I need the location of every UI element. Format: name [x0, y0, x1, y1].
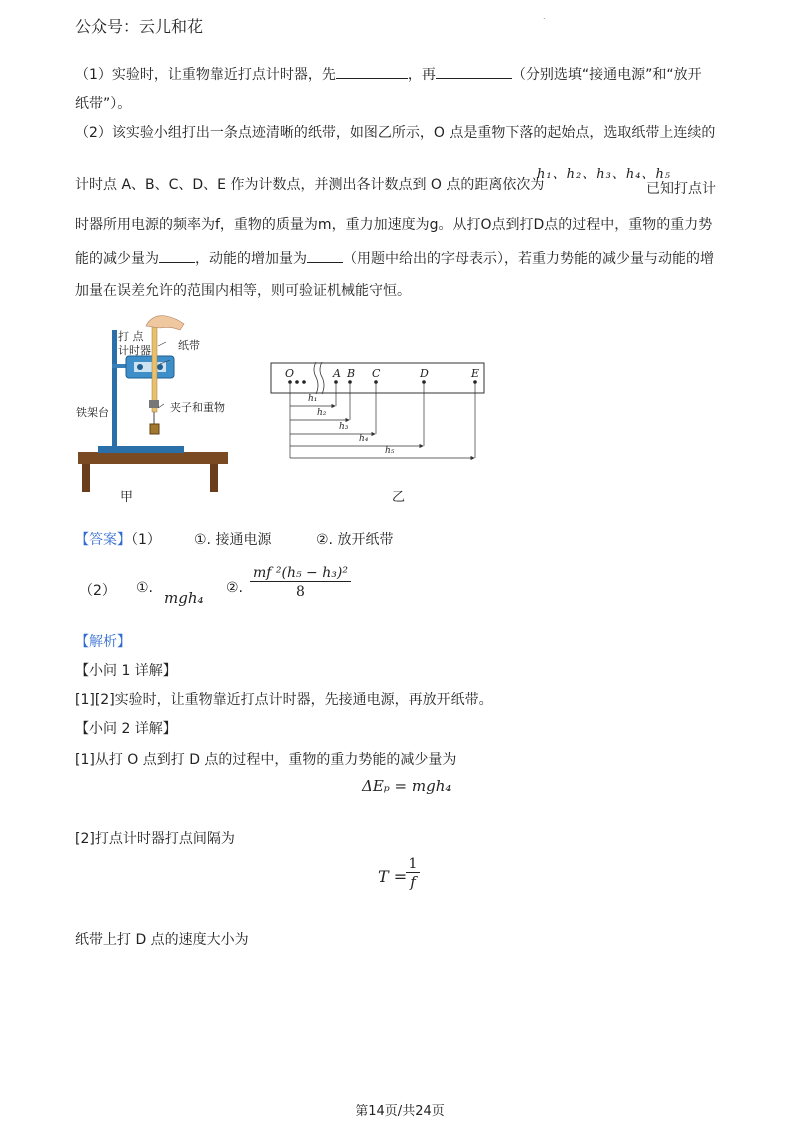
- table-top: [78, 452, 228, 464]
- h1-label: h₁: [537, 167, 553, 182]
- answer-b2-fraction: [250, 565, 351, 600]
- answer-b1-expr: mgh₄: [164, 589, 204, 607]
- header-dot: .: [543, 12, 546, 21]
- equation-T-fraction: [406, 856, 420, 891]
- q2-blank-1[interactable]: [159, 248, 195, 263]
- label-dadian: 打 点: [118, 330, 144, 343]
- q1-mid: ，再: [407, 67, 436, 83]
- q2-line2-suffix: 已知打点计: [646, 181, 716, 197]
- hand: [146, 316, 184, 330]
- clip: [149, 400, 159, 408]
- q2-line5: 加量在误差允许的范围内相等，则可验证机械能守恒。: [75, 283, 411, 299]
- stand-base: [98, 446, 184, 453]
- pt-O: O: [285, 367, 295, 380]
- caption-jia: 甲: [120, 490, 134, 505]
- analysis-s1-title: 【小问 1 详解】: [75, 663, 177, 679]
- label-zhidai: 纸带: [178, 339, 200, 352]
- table-leg-left: [82, 464, 90, 492]
- label-jiazi: 夹子和重物: [170, 401, 225, 414]
- stand-rod: [112, 330, 117, 448]
- analysis-s2-text1: [1]从打 O 点到打 D 点的过程中，重物的重力势能的减少量为: [75, 752, 457, 768]
- q1-line2: 纸带”）。: [75, 96, 132, 112]
- answer-tag: 【答案】: [75, 532, 131, 548]
- answer-a2: ②. 放开纸带: [316, 532, 394, 548]
- q2-line4: [75, 248, 714, 269]
- equation-delta-ep: ΔEₚ = mgh₄: [362, 777, 452, 795]
- pt-C: C: [372, 367, 381, 380]
- analysis-tag: 【解析】: [75, 634, 131, 650]
- q2-h-list: h₁、h₂、h₃、h₄、h₅: [537, 167, 672, 182]
- paper-tape: [152, 322, 157, 412]
- q2-blank-2[interactable]: [307, 248, 343, 263]
- answer-a1: ①. 接通电源: [194, 532, 272, 548]
- q2-line4-b: ，动能的增加量为: [195, 251, 307, 267]
- answer-b2-num: mf ²(h₅ − h₃)²: [250, 565, 351, 582]
- q1-line1: [75, 64, 702, 85]
- pt-D: D: [420, 367, 429, 380]
- tape-h4: h₄: [359, 434, 369, 444]
- h5-label: h₅: [655, 167, 672, 182]
- equation-T-den: f: [410, 873, 416, 891]
- tape-h2: h₂: [317, 408, 327, 418]
- answer-b2-den: 8: [296, 584, 305, 600]
- q1-blank-1[interactable]: [336, 64, 408, 79]
- wechat-header: 公众号：云儿和花: [75, 17, 204, 36]
- weight: [150, 424, 159, 434]
- page-footer: 第14页/共24页: [355, 1104, 445, 1119]
- q2-line2: [75, 175, 544, 195]
- h3-label: h₃: [596, 167, 612, 182]
- analysis-s2-title: 【小问 2 详解】: [75, 721, 177, 737]
- q1-blank-2[interactable]: [436, 64, 512, 79]
- answer-p2: （2）: [79, 583, 116, 599]
- label-tiejia: 铁架台: [76, 406, 109, 419]
- h4-label: h₄: [625, 167, 642, 182]
- analysis-s2-text3: 纸带上打 D 点的速度大小为: [75, 932, 249, 948]
- answer-b1: ①.: [136, 580, 154, 596]
- analysis-s2-text2: [2]打点计时器打点间隔为: [75, 831, 235, 847]
- caption-yi: 乙: [392, 490, 406, 505]
- tape-h3: h₃: [339, 422, 349, 432]
- q1-prefix: （1）实验时，让重物靠近打点计时器，先: [75, 67, 336, 83]
- equation-T-left: T =: [378, 867, 408, 886]
- tape-h5: h₅: [385, 446, 395, 456]
- q1-suffix: （分别选填“接通电源”和“放开: [511, 67, 702, 83]
- table-leg-right: [210, 464, 218, 492]
- q2-line3: 时器所用电源的频率为f，重物的质量为m，重力加速度为g。从打O点到打D点的过程中，重物的重力势: [75, 217, 713, 233]
- pt-E: E: [471, 367, 480, 380]
- h2-label: h₂: [566, 167, 583, 182]
- q2-line2-prefix: 计时点 A、B、C、D、E 作为计数点，并测出各计数点到 O 点的距离依次为: [75, 177, 545, 193]
- q2-line4-a: 能的减少量为: [75, 251, 159, 267]
- q2-line1: （2）该实验小组打出一条点迹清晰的纸带，如图乙所示，O 点是重物下落的起始点，选取纸带上连续的: [75, 125, 716, 141]
- analysis-s1-text: [1][2]实验时，让重物靠近打点计时器，先接通电源，再放开纸带。: [75, 692, 493, 708]
- pt-A: A: [333, 367, 341, 380]
- answer-p1: （1）: [131, 532, 161, 548]
- tape-h1: h₁: [308, 394, 318, 404]
- pt-B: B: [347, 367, 356, 380]
- label-jishiqi: 计时器: [118, 344, 151, 357]
- answer-b2: ②.: [226, 580, 244, 596]
- q2-line4-c: （用题中给出的字母表示），若重力势能的减少量与动能的增: [343, 251, 714, 267]
- answer-row-1: [75, 529, 161, 549]
- equation-T-num: 1: [406, 856, 420, 873]
